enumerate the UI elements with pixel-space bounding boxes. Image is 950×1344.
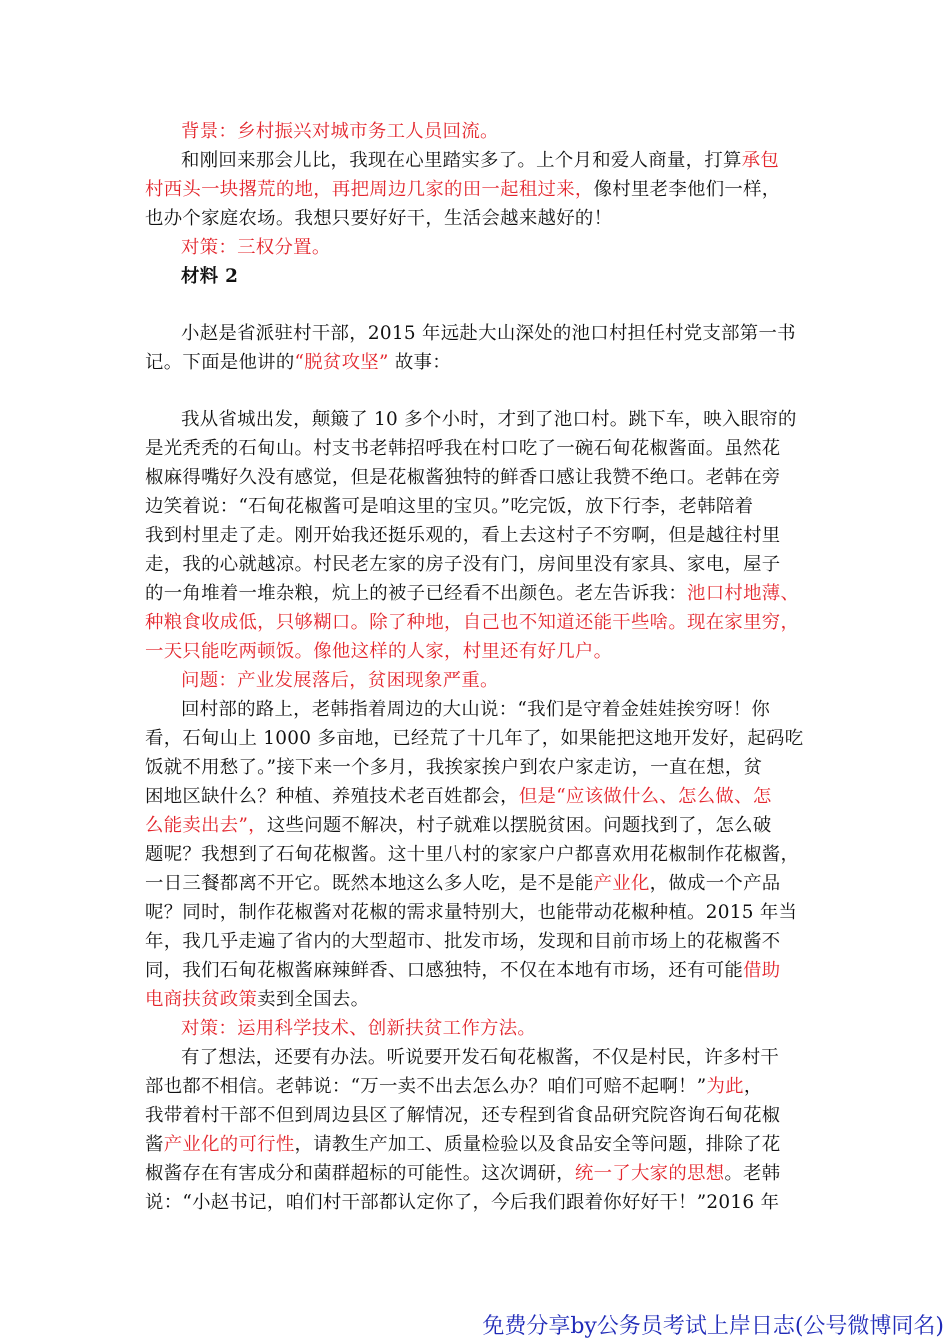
- text-line: [181, 1014, 846, 1043]
- highlighted-text: 池口村地薄、: [687, 583, 800, 604]
- body-text: 说：“小赵书记，咱们村干部都认定你了，今后我们跟着你好好干！”2016 年: [145, 1192, 780, 1213]
- text-line: [145, 898, 810, 927]
- text-line: [145, 1159, 810, 1188]
- body-text: 我到村里走了走。刚开始我还挺乐观的，看上去这村子不穷啊，但是越往村里: [145, 525, 781, 546]
- body-text: 也办个家庭农场。我想只要好好干，生活会越来越好的！: [145, 208, 613, 229]
- highlighted-text: 么能卖出去”，: [145, 815, 267, 836]
- footer-watermark: 免费分享by公务员考试上岸日志(公号微博同名): [482, 1314, 944, 1339]
- text-line: [145, 1188, 810, 1217]
- text-line: [145, 550, 810, 579]
- text-line: [145, 869, 810, 898]
- body-text: 这些问题不解决，村子就难以摆脱贫困。问题找到了，怎么破: [266, 815, 772, 836]
- highlighted-text: 统一了大家的思想: [574, 1163, 725, 1184]
- text-line: [145, 1101, 810, 1130]
- highlighted-text: “脱贫攻坚”: [294, 352, 389, 373]
- text-line: [145, 463, 810, 492]
- highlighted-text: 种粮食收成低，只够糊口。除了种地，自己也不知道还能干些啥。现在家里穷，: [145, 612, 800, 633]
- text-line: [145, 782, 810, 811]
- text-line: [181, 117, 846, 146]
- text-line: [181, 1043, 846, 1072]
- text-line: [145, 753, 810, 782]
- body-text: 一日三餐都离不开它。既然本地这么多人吃，是不是能: [145, 873, 594, 894]
- text-line: [145, 521, 810, 550]
- text-line: [181, 146, 846, 175]
- body-text: 材料 2: [181, 266, 239, 287]
- body-text: ，做成一个产品: [649, 873, 781, 894]
- text-line: [145, 175, 810, 204]
- body-text: 是光秃秃的石甸山。村支书老韩招呼我在村口吃了一碗石甸花椒酱面。虽然花: [145, 438, 781, 459]
- text-line: [145, 492, 810, 521]
- body-text: 像村里老李他们一样，: [593, 179, 781, 200]
- body-text: 题呢？我想到了石甸花椒酱。这十里八村的家家户户都喜欢用花椒制作花椒酱，: [145, 844, 800, 865]
- body-text: 困地区缺什么？种植、养殖技术老百姓都会，: [145, 786, 519, 807]
- text-line: [181, 695, 846, 724]
- section-heading: [181, 262, 846, 291]
- body-text: ，请教生产加工、质量检验以及食品安全等问题，排除了花: [294, 1134, 781, 1155]
- body-text: 。老韩: [724, 1163, 781, 1184]
- text-line: [145, 840, 810, 869]
- body-text: 记。下面是他讲的: [145, 352, 295, 373]
- text-line: [181, 666, 846, 695]
- highlighted-text: 一天只能吃两顿饭。像他这样的人家，村里还有好几户。: [145, 641, 613, 662]
- body-text: 同，我们石甸花椒酱麻辣鲜香、口感独特，不仅在本地有市场，还有可能: [145, 960, 744, 981]
- highlighted-text: 承包: [741, 150, 780, 171]
- body-text: 部也都不相信。老韩说：“万一卖不出去怎么办？咱们可赔不起啊！”: [145, 1076, 707, 1097]
- text-line: [181, 233, 846, 262]
- text-line: [145, 956, 810, 985]
- body-text: 椒麻得嘴好久没有感觉，但是花椒酱独特的鲜香口感让我赞不绝口。老韩在旁: [145, 467, 781, 488]
- text-line: [145, 348, 810, 377]
- text-line: [145, 1130, 810, 1159]
- highlighted-text: 背景：乡村振兴对城市务工人员回流。: [181, 121, 499, 142]
- text-line: [145, 811, 810, 840]
- text-line: [145, 985, 810, 1014]
- text-line: [145, 637, 810, 666]
- text-line: [145, 724, 810, 753]
- highlighted-text: 借助: [743, 960, 781, 981]
- highlighted-text: 产业化的可行性: [163, 1134, 295, 1155]
- body-text: 呢？同时，制作花椒酱对花椒的需求量特别大，也能带动花椒种植。2015 年当: [145, 902, 798, 923]
- body-text: 和刚回来那会儿比，我现在心里踏实多了。上个月和爱人商量，打算: [181, 150, 742, 171]
- highlighted-text: 问题：产业发展落后，贫困现象严重。: [181, 670, 499, 691]
- body-text: 小赵是省派驻村干部，2015 年远赴大山深处的池口村担任村党支部第一书: [181, 323, 796, 344]
- body-text: 卖到全国去。: [257, 989, 370, 1010]
- highlighted-text: 对策：运用科学技术、创新扶贫工作方法。: [181, 1018, 537, 1039]
- body-text: 故事：: [388, 352, 451, 373]
- body-text: 的一角堆着一堆杂粮，炕上的被子已经看不出颜色。老左告诉我：: [145, 583, 688, 604]
- body-text: 有了想法，还要有办法。听说要开发石甸花椒酱，不仅是村民，许多村干: [181, 1047, 780, 1068]
- body-text: 回村部的路上，老韩指着周边的大山说：“我们是守着金娃娃挨穷呀！你: [181, 699, 771, 720]
- body-text: 酱: [145, 1134, 164, 1155]
- highlighted-text: 对策：三权分置。: [181, 237, 331, 258]
- text-line: [145, 608, 810, 637]
- highlighted-text: 但是“应该做什么、怎么做、怎: [518, 786, 772, 807]
- highlighted-text: 村西头一块撂荒的地，再把周边几家的田一起租过来，: [145, 179, 594, 200]
- text-line: [145, 1072, 810, 1101]
- body-text: 我从省城出发，颠簸了 10 多个小时，才到了池口村。跳下车，映入眼帘的: [181, 409, 797, 430]
- highlighted-text: 为此: [706, 1076, 744, 1097]
- body-text: ，: [743, 1076, 763, 1097]
- body-text: 边笑着说：“石甸花椒酱可是咱这里的宝贝。”吃完饭，放下行李，老韩陪着: [145, 496, 754, 517]
- body-text: 饭就不用愁了。”接下来一个多月，我挨家挨户到农户家走访，一直在想，贫: [145, 757, 763, 778]
- text-line: [145, 204, 810, 233]
- body-text: 我带着村干部不但到周边县区了解情况，还专程到省食品研究院咨询石甸花椒: [145, 1105, 781, 1126]
- highlighted-text: 产业化: [593, 873, 650, 894]
- text-line: [181, 405, 846, 434]
- body-text: 走，我的心就越凉。村民老左家的房子没有门，房间里没有家具、家电，屋子: [145, 554, 781, 575]
- body-text: 看，石甸山上 1000 多亩地，已经荒了十几年了，如果能把这地开发好，起码吃: [145, 728, 804, 749]
- highlighted-text: 电商扶贫政策: [145, 989, 258, 1010]
- text-line: [145, 434, 810, 463]
- text-line: [181, 319, 846, 348]
- text-line: [145, 579, 810, 608]
- body-text: 椒酱存在有害成分和菌群超标的可能性。这次调研，: [145, 1163, 575, 1184]
- body-text: 年，我几乎走遍了省内的大型超市、批发市场，发现和目前市场上的花椒酱不: [145, 931, 781, 952]
- text-line: [145, 927, 810, 956]
